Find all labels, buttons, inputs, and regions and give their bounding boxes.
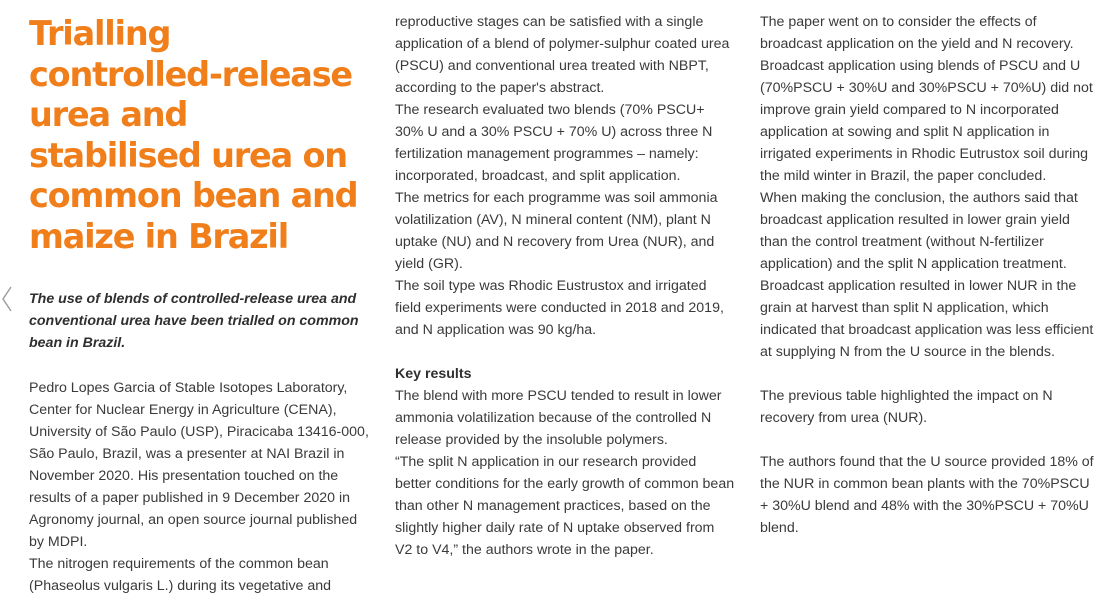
body-paragraph: The nitrogen requirements of the common bean (Phaseolus vulgaris L.) during its vegetative and	[29, 556, 332, 594]
body-paragraph: The metrics for each programme was soil ammonia volatilization (AV), N mineral content (NM), plant N uptake (NU) and N recovery from Urea (NUR), and yield (GR).	[395, 190, 718, 272]
previous-page-button[interactable]	[0, 286, 14, 316]
chevron-left-icon	[1, 285, 13, 318]
body-paragraph: The paper went on to consider the effects of broadcast application on the yield and N recovery. Broadcast application using blends of PSCU and U (70%PSCU + 30%U and 30%PSCU + 70%U) did not improve grain yield compared to N incorporated application at sowing and split N application in irrigated experiments in Rhodic Eutrustox soil during the mild winter in Brazil, the paper concluded.	[760, 14, 1093, 184]
body-paragraph: When making the conclusion, the authors said that broadcast application resulted in lower grain yield than the control treatment (without N-fertilizer application) and the split N application treatment. Broadcast application resulted in lower NUR in the grain at harvest than split N application, which indicated that broadcast application was less efficient at supplying N from the U source in the blends.	[760, 190, 1094, 360]
key-results-heading: Key results	[395, 366, 472, 382]
body-paragraph: reproductive stages can be satisfied with a single application of a blend of polymer-sulphur coated urea (PSCU) and conventional urea treated with NBPT, according to the paper's abstract.	[395, 14, 730, 96]
body-paragraph: “The split N application in our research provided better conditions for the early growth of common bean than other N management practices, based on the slightly higher daily rate of N uptake observed from V2 to V4,” the authors wrote in the paper.	[395, 454, 735, 558]
column-1	[29, 0, 369, 597]
body-paragraph: The soil type was Rhodic Eustrustox and irrigated field experiments were conducted in 2018 and 2019, and N application was 90 kg/ha.	[395, 278, 724, 338]
body-paragraph: The authors found that the U source provided 18% of the NUR in common bean plants with the 70%PSCU + 30%U blend and 48% with the 30%PSCU + 70%U blend.	[760, 454, 1094, 536]
column-2	[395, 11, 735, 561]
column-3	[760, 11, 1100, 539]
article-title: Trialling controlled-release urea and stabilised urea on common bean and maize in Brazil	[29, 14, 358, 256]
body-paragraph: The research evaluated two blends (70% PSCU+ 30% U and a 30% PSCU + 70% U) across three N fertilization management programmes – namely: incorporated, broadcast, and split application.	[395, 102, 713, 184]
article-intro: The use of blends of controlled-release urea and conventional urea have been trialled on common bean in Brazil.	[29, 291, 359, 351]
body-paragraph: Pedro Lopes Garcia of Stable Isotopes Laboratory, Center for Nuclear Energy in Agriculture (CENA), University of São Paulo (USP), Piracicaba 13416-000, São Paulo, Brazil, was a presenter at NAI Brazil in November 2020. His presentation touched on the results of a paper published in 9 December 2020 in Agronomy journal, an open source journal published by MDPI.	[29, 380, 369, 550]
body-paragraph: The previous table highlighted the impact on N recovery from urea (NUR).	[760, 388, 1053, 426]
body-paragraph: The blend with more PSCU tended to result in lower ammonia volatilization because of the controlled N release provided by the insoluble polymers.	[395, 388, 722, 448]
